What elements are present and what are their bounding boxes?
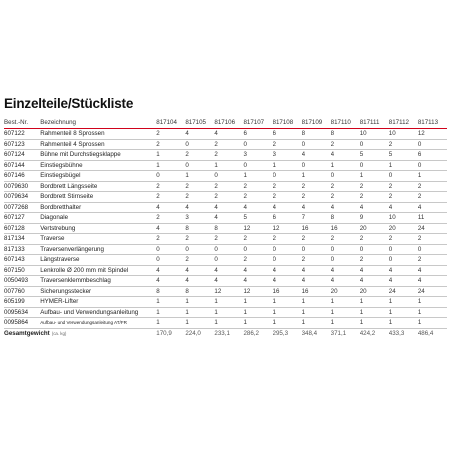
- quantity-cell: 2: [243, 182, 247, 190]
- quantity-cell: 0: [214, 256, 218, 263]
- quantity-cell: 2: [156, 140, 160, 148]
- quantity-cell: 2: [214, 151, 218, 158]
- quantity-cell: 2: [388, 140, 393, 148]
- quantity-cell: 0: [156, 256, 160, 263]
- quantity-cell: 4: [359, 277, 364, 284]
- quantity-cell: 1: [185, 298, 189, 305]
- quantity-cell: 20: [330, 287, 338, 295]
- part-number-cell: 0095864: [4, 319, 29, 326]
- column-header-description: Bezeichnung: [40, 119, 76, 126]
- quantity-cell: 2: [185, 193, 189, 200]
- quantity-cell: 2: [330, 182, 335, 190]
- quantity-cell: 0: [359, 161, 364, 169]
- quantity-cell: 6: [272, 130, 276, 137]
- quantity-cell: 0: [243, 161, 247, 169]
- total-weight-cell: 371,1: [330, 329, 347, 337]
- quantity-cell: 2: [330, 140, 335, 148]
- quantity-cell: 4: [214, 130, 218, 137]
- quantity-cell: 2: [214, 235, 218, 242]
- quantity-cell: 2: [243, 256, 247, 263]
- part-number-cell: 607146: [4, 172, 25, 179]
- table-row: [4, 286, 447, 297]
- column-header-model: 817113: [417, 119, 439, 126]
- quantity-cell: 1: [243, 308, 247, 316]
- quantity-cell: 2: [272, 235, 276, 242]
- quantity-cell: 4: [185, 203, 189, 211]
- quantity-cell: 0: [185, 245, 189, 253]
- quantity-cell: 1: [272, 319, 276, 326]
- quantity-cell: 12: [214, 287, 222, 295]
- part-number-cell: 607127: [4, 214, 25, 221]
- quantity-cell: 4: [243, 277, 247, 284]
- description-cell: Einstiegsbügel: [40, 172, 81, 179]
- quantity-cell: 1: [243, 172, 247, 179]
- description-cell: Bordbrett Stirnseite: [40, 193, 94, 200]
- table-row: [4, 129, 447, 140]
- quantity-cell: 2: [388, 193, 393, 200]
- quantity-cell: 1: [330, 308, 335, 316]
- column-header-model: 817110: [330, 119, 351, 126]
- quantity-cell: 0: [214, 172, 218, 179]
- table-row: [4, 255, 447, 266]
- quantity-cell: 7: [301, 214, 306, 221]
- quantity-cell: 3: [243, 151, 247, 158]
- quantity-cell: 4: [272, 277, 276, 284]
- quantity-cell: 1: [359, 298, 364, 305]
- quantity-cell: 10: [388, 214, 396, 221]
- column-header-model: 817108: [272, 119, 294, 126]
- quantity-cell: 1: [214, 308, 218, 316]
- quantity-cell: 6: [243, 130, 247, 137]
- part-number-cell: 605199: [4, 298, 25, 305]
- quantity-cell: 4: [214, 214, 218, 221]
- quantity-cell: 4: [301, 151, 306, 158]
- quantity-cell: 4: [301, 266, 306, 274]
- quantity-cell: 5: [388, 151, 393, 158]
- total-weight-row: [4, 328, 447, 338]
- description-cell: Sicherungsstecker: [40, 287, 92, 295]
- quantity-cell: 12: [272, 224, 280, 232]
- quantity-cell: 4: [330, 203, 335, 211]
- quantity-cell: 0: [301, 245, 306, 253]
- quantity-cell: 1: [185, 319, 189, 326]
- total-weight-cell: 170,9: [156, 329, 172, 337]
- description-cell: Längstraverse: [40, 256, 80, 263]
- quantity-cell: 1: [156, 308, 160, 316]
- quantity-cell: 2: [156, 182, 160, 190]
- quantity-cell: 1: [301, 172, 306, 179]
- quantity-cell: 0: [417, 245, 422, 253]
- quantity-cell: 1: [156, 161, 160, 169]
- quantity-cell: 24: [417, 224, 425, 232]
- quantity-cell: 4: [272, 266, 276, 274]
- description-cell: Bordbretthalter: [40, 203, 82, 211]
- quantity-cell: 4: [243, 266, 247, 274]
- total-weight-cell: 348,4: [301, 329, 318, 337]
- table-row: [4, 202, 447, 213]
- table-row: [4, 318, 447, 329]
- quantity-cell: 4: [388, 277, 393, 284]
- quantity-cell: 2: [359, 193, 364, 200]
- quantity-cell: 2: [388, 235, 393, 242]
- description-cell: Bühne mit Durchstiegsklappe: [40, 151, 121, 158]
- quantity-cell: 0: [214, 245, 218, 253]
- quantity-cell: 2: [272, 182, 276, 190]
- quantity-cell: 4: [330, 266, 335, 274]
- part-number-cell: 607150: [4, 266, 25, 274]
- quantity-cell: 1: [330, 319, 335, 326]
- quantity-cell: 0: [272, 172, 276, 179]
- quantity-cell: 0: [243, 140, 247, 148]
- description-cell: Diagonale: [40, 214, 69, 221]
- quantity-cell: 0: [156, 245, 160, 253]
- total-weight-label: Gesamtgewicht (ca. kg): [4, 329, 67, 337]
- quantity-cell: 8: [330, 130, 335, 137]
- quantity-cell: 4: [272, 203, 276, 211]
- table-row: [4, 171, 447, 182]
- column-header-model: 817112: [388, 119, 409, 126]
- quantity-cell: 2: [214, 182, 218, 190]
- part-number-cell: 0095634: [4, 308, 29, 316]
- table-row: [4, 297, 447, 308]
- quantity-cell: 4: [185, 277, 189, 284]
- quantity-cell: 1: [272, 298, 276, 305]
- column-header-part-no: Best.-Nr.: [4, 119, 29, 126]
- quantity-cell: 4: [388, 203, 393, 211]
- description-cell: Traverse: [40, 235, 65, 242]
- total-weight-cell: 295,3: [272, 329, 289, 337]
- quantity-cell: 1: [417, 308, 422, 316]
- quantity-cell: 0: [417, 161, 422, 169]
- total-weight-cell: 433,3: [388, 329, 405, 337]
- description-cell: Vertstrebung: [40, 224, 76, 232]
- quantity-cell: 1: [156, 319, 160, 326]
- table-row: [4, 150, 447, 161]
- quantity-cell: 2: [330, 235, 335, 242]
- quantity-cell: 1: [243, 319, 247, 326]
- quantity-cell: 12: [243, 224, 251, 232]
- quantity-cell: 0: [156, 172, 160, 179]
- quantity-cell: 2: [359, 256, 364, 263]
- quantity-cell: 1: [185, 308, 189, 316]
- quantity-cell: 8: [185, 287, 189, 295]
- table-row: [4, 181, 447, 192]
- quantity-cell: 4: [388, 266, 393, 274]
- quantity-cell: 4: [417, 277, 422, 284]
- quantity-cell: 4: [156, 203, 160, 211]
- table-row: [4, 234, 447, 245]
- quantity-cell: 0: [330, 245, 335, 253]
- quantity-cell: 0: [185, 161, 189, 169]
- description-cell: HYMER-Lifter: [40, 298, 79, 305]
- quantity-cell: 1: [417, 298, 422, 305]
- quantity-cell: 3: [272, 151, 276, 158]
- quantity-cell: 4: [214, 277, 218, 284]
- quantity-cell: 1: [301, 319, 306, 326]
- quantity-cell: 4: [156, 224, 160, 232]
- quantity-cell: 20: [388, 224, 396, 232]
- total-weight-cell: 233,1: [214, 329, 230, 337]
- column-header-model: 817109: [301, 119, 323, 126]
- part-number-cell: 0079630: [4, 182, 29, 190]
- quantity-cell: 1: [156, 151, 160, 158]
- quantity-cell: 4: [417, 203, 422, 211]
- quantity-cell: 2: [417, 193, 422, 200]
- column-header-model: 817107: [243, 119, 265, 126]
- quantity-cell: 1: [272, 161, 276, 169]
- quantity-cell: 0: [243, 245, 247, 253]
- quantity-cell: 1: [330, 298, 335, 305]
- part-number-cell: 007760: [4, 287, 25, 295]
- part-number-cell: 607144: [4, 161, 25, 169]
- quantity-cell: 8: [156, 287, 160, 295]
- table-row: [4, 223, 447, 234]
- quantity-cell: 4: [214, 266, 218, 274]
- quantity-cell: 2: [156, 130, 160, 137]
- total-weight-cell: 224,0: [185, 329, 201, 337]
- quantity-cell: 1: [359, 172, 364, 179]
- quantity-cell: 20: [359, 224, 367, 232]
- quantity-cell: 2: [185, 182, 189, 190]
- quantity-cell: 1: [272, 308, 276, 316]
- quantity-cell: 2: [156, 214, 160, 221]
- quantity-cell: 5: [243, 214, 247, 221]
- quantity-cell: 1: [388, 308, 393, 316]
- quantity-cell: 8: [185, 224, 189, 232]
- quantity-cell: 2: [185, 235, 189, 242]
- quantity-cell: 1: [301, 308, 306, 316]
- quantity-cell: 1: [185, 172, 189, 179]
- part-number-cell: 607123: [4, 140, 25, 148]
- quantity-cell: 0: [359, 245, 364, 253]
- table-row: [4, 265, 447, 276]
- quantity-cell: 2: [417, 182, 422, 190]
- part-number-cell: 817134: [4, 235, 25, 242]
- quantity-cell: 12: [243, 287, 251, 295]
- table-row: [4, 160, 447, 171]
- quantity-cell: 16: [272, 287, 280, 295]
- quantity-cell: 2: [301, 182, 306, 190]
- total-weight-cell: 486,4: [417, 329, 434, 337]
- quantity-cell: 2: [243, 235, 247, 242]
- description-cell: Bordbrett Längsseite: [40, 182, 98, 190]
- description-cell: Aufbau- und Verwendungsanleitung AT/FR: [40, 320, 127, 325]
- table-header-row: [4, 117, 447, 129]
- total-weight-unit: (ca. kg): [51, 330, 67, 336]
- quantity-cell: 2: [388, 182, 393, 190]
- table-row: [4, 192, 447, 203]
- quantity-cell: 0: [388, 256, 393, 263]
- quantity-cell: 0: [330, 256, 335, 263]
- quantity-cell: 10: [359, 130, 367, 137]
- quantity-cell: 3: [185, 214, 189, 221]
- quantity-cell: 1: [417, 172, 422, 179]
- quantity-cell: 1: [301, 298, 306, 305]
- quantity-cell: 4: [243, 203, 247, 211]
- quantity-cell: 0: [330, 172, 335, 179]
- quantity-cell: 20: [359, 287, 367, 295]
- quantity-cell: 4: [417, 266, 422, 274]
- quantity-cell: 10: [388, 130, 396, 137]
- quantity-cell: 4: [214, 203, 218, 211]
- quantity-cell: 16: [330, 224, 338, 232]
- description-cell: Traversenverlängerung: [40, 245, 104, 253]
- quantity-cell: 2: [214, 140, 218, 148]
- quantity-cell: 4: [156, 266, 160, 274]
- quantity-cell: 4: [156, 277, 160, 284]
- quantity-cell: 4: [301, 277, 306, 284]
- quantity-cell: 1: [214, 298, 218, 305]
- quantity-cell: 0: [301, 140, 306, 148]
- quantity-cell: 16: [301, 287, 309, 295]
- quantity-cell: 1: [388, 298, 393, 305]
- quantity-cell: 6: [417, 151, 422, 158]
- table-row: [4, 276, 447, 287]
- quantity-cell: 2: [359, 235, 364, 242]
- description-cell: Lenkrolle Ø 200 mm mit Spindel: [40, 266, 129, 274]
- page-title: Einzelteile/Stückliste: [4, 96, 134, 111]
- quantity-cell: 1: [243, 298, 247, 305]
- part-number-cell: 607124: [4, 151, 25, 158]
- quantity-cell: 2: [417, 235, 422, 242]
- total-weight-cell: 286,2: [243, 329, 259, 337]
- quantity-cell: 0: [185, 140, 189, 148]
- quantity-cell: 4: [185, 130, 189, 137]
- quantity-cell: 9: [359, 214, 364, 221]
- part-number-cell: 607128: [4, 224, 25, 232]
- quantity-cell: 1: [388, 319, 393, 326]
- table-body: [4, 129, 447, 329]
- quantity-cell: 6: [272, 214, 276, 221]
- quantity-cell: 8: [214, 224, 218, 232]
- description-cell: Einstiegsbühne: [40, 161, 83, 169]
- parts-list-table: [4, 117, 447, 338]
- part-number-cell: 0079634: [4, 193, 29, 200]
- quantity-cell: 1: [359, 319, 364, 326]
- quantity-cell: 2: [156, 235, 160, 242]
- quantity-cell: 8: [301, 130, 306, 137]
- quantity-cell: 4: [359, 203, 364, 211]
- quantity-cell: 1: [156, 298, 160, 305]
- quantity-cell: 2: [214, 193, 218, 200]
- column-header-model: 817105: [185, 119, 206, 126]
- quantity-cell: 2: [417, 256, 422, 263]
- quantity-cell: 2: [330, 193, 335, 200]
- table-row: [4, 213, 447, 224]
- quantity-cell: 1: [388, 161, 393, 169]
- column-header-model: 817104: [156, 119, 177, 126]
- quantity-cell: 2: [185, 256, 189, 263]
- quantity-cell: 1: [417, 319, 422, 326]
- quantity-cell: 24: [417, 287, 425, 295]
- quantity-cell: 4: [185, 266, 189, 274]
- quantity-cell: 2: [301, 193, 306, 200]
- part-number-cell: 607122: [4, 130, 25, 137]
- quantity-cell: 2: [243, 193, 247, 200]
- quantity-cell: 4: [330, 151, 335, 158]
- part-number-cell: 817133: [4, 245, 25, 253]
- quantity-cell: 5: [359, 151, 364, 158]
- quantity-cell: 4: [359, 266, 364, 274]
- description-cell: Rahmenteil 4 Sprossen: [40, 140, 105, 148]
- part-number-cell: 0077268: [4, 203, 29, 211]
- quantity-cell: 2: [359, 182, 364, 190]
- quantity-cell: 2: [272, 193, 276, 200]
- column-header-model: 817111: [359, 119, 380, 126]
- table-row: [4, 244, 447, 255]
- quantity-cell: 1: [330, 161, 335, 169]
- quantity-cell: 0: [272, 256, 276, 263]
- quantity-cell: 0: [272, 245, 276, 253]
- table-row: [4, 139, 447, 150]
- quantity-cell: 12: [417, 130, 425, 137]
- quantity-cell: 16: [301, 224, 309, 232]
- quantity-cell: 2: [272, 140, 276, 148]
- quantity-cell: 24: [388, 287, 396, 295]
- description-cell: Traversenklemmbeschlag: [40, 277, 111, 284]
- quantity-cell: 0: [388, 245, 393, 253]
- quantity-cell: 4: [301, 203, 306, 211]
- quantity-cell: 1: [214, 319, 218, 326]
- quantity-cell: 2: [156, 193, 160, 200]
- quantity-cell: 2: [185, 151, 189, 158]
- quantity-cell: 8: [330, 214, 335, 221]
- quantity-cell: 1: [359, 308, 364, 316]
- quantity-cell: 0: [301, 161, 306, 169]
- quantity-cell: 0: [388, 172, 393, 179]
- table-row: [4, 307, 447, 318]
- quantity-cell: 2: [301, 256, 306, 263]
- quantity-cell: 1: [214, 161, 218, 169]
- quantity-cell: 2: [301, 235, 306, 242]
- description-cell: Aufbau- und Verwendungsanleitung: [40, 308, 139, 316]
- quantity-cell: 0: [417, 140, 422, 148]
- description-cell: Rahmenteil 8 Sprossen: [40, 130, 105, 137]
- quantity-cell: 4: [330, 277, 335, 284]
- quantity-cell: 0: [359, 140, 364, 148]
- part-number-cell: 0050493: [4, 277, 29, 284]
- part-number-cell: 607143: [4, 256, 25, 263]
- column-header-model: 817106: [214, 119, 236, 126]
- total-weight-cell: 424,2: [359, 329, 376, 337]
- quantity-cell: 11: [417, 214, 425, 221]
